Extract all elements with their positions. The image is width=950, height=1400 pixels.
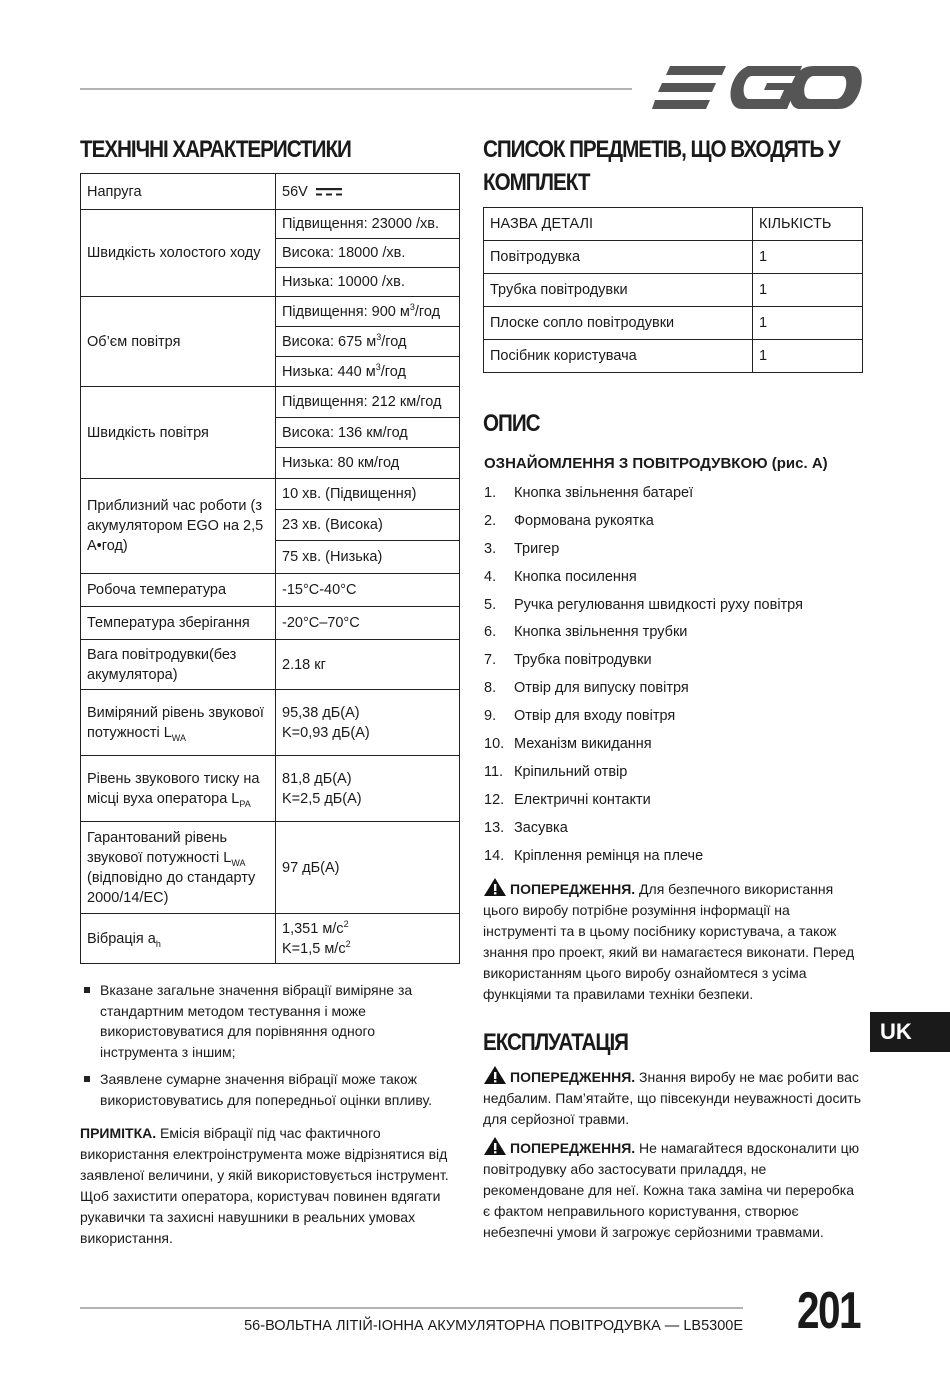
lwa-label: Виміряний рівень звукової потужності $L_{WA}$ [81,690,276,756]
airvol-value-low: Низька: 440 $м^3$/год [276,357,460,387]
packing-table [483,207,863,373]
list-item: 6. Кнопка звільнення трубки [484,624,688,641]
warning-triangle-icon [483,1065,507,1085]
list-item: 11. Кріпильний отвір [484,763,628,780]
optemp-label: Робоча температура [81,574,276,607]
packing-col-qty: КІЛЬКІСТЬ [753,208,863,241]
header-rule [80,88,632,90]
airvol-value-high: Висока: 675 $м^3$/год [276,327,460,357]
airspeed-label: Швидкість повітря [81,387,276,479]
airspeed-value-high: Висока: 136 км/год [276,418,460,448]
list-item: 8. Отвір для випуску повітря [484,680,689,697]
list-item: 12. Електричні контакти [484,791,651,808]
noload-label: Швидкість холостого ходу [81,210,276,297]
list-item: 4. Кнопка посилення [484,568,637,585]
noload-value-low: Низька: 10000 /хв. [276,268,460,297]
specs-title: ТЕХНІЧНІ ХАРАКТЕРИСТИКИ [80,136,351,163]
glwa-label: Гарантований рівень звукової потужності $L_{WA}$ (відповідно до стандарту 2000/14/EC) [81,822,276,914]
weight-label: Вага повітродувки(без акумулятора) [81,640,276,690]
table-row: Трубка повітродувки 1 [484,274,863,307]
airspeed-value-low: Низька: 80 км/год [276,448,460,479]
list-item: Вказане загальне значення вібрації виміряне за стандартним методом тестування і може використовуватися для порівняння одного інструмента з іншим; [80,980,452,1062]
description-warning: ПОПЕРЕДЖЕННЯ. Для безпечного використання цього виробу потрібне розуміння інформації на інструменті та в цьому посібнику користувача, а також знання про проект, який ви намагаєтеся виконати. Перед використанням цього виробу ознайомтеся з усіма функціями та правилами техніки безпеки. [483,877,863,1005]
lwa-value: 95,38 дБ(A) K=0,93 дБ(A) [276,690,460,756]
lpa-label: Рівень звукового тиску на місці вуха оператора $L_{PA}$ [81,756,276,822]
list-item: 1. Кнопка звільнення батареї [484,485,694,501]
description-title: ОПИС [483,410,540,437]
page-number: 201 [797,1282,860,1340]
list-item: 7. Трубка повітродувки [484,652,652,669]
vibration-value: 1,351 $м/с^2$ K=1,5 $м/с^2$ [276,914,460,964]
dc-symbol-icon [316,187,342,197]
specs-table [80,173,460,964]
warning-triangle-icon [483,1136,507,1156]
warning-triangle-icon [483,877,507,897]
vibration-label: Вібрація $a_h$ [81,914,276,964]
airvol-label: Об’єм повітря [81,297,276,387]
packing-title: СПИСОК ПРЕДМЕТІВ, ЩО ВХОДЯТЬ У КОМПЛЕКТ [483,136,840,196]
list-item: 10. Механізм викидання [484,736,652,753]
runtime-label: Приблизний час роботи (з акумулятором EGO на 2,5 А•год) [81,479,276,574]
lpa-value: 81,8 дБ(A) K=2,5 дБ(A) [276,756,460,822]
list-item: 9. Отвір для входу повітря [484,708,676,725]
optemp-value: -15°C-40°C [276,574,460,607]
table-row: Посібник користувача 1 [484,340,863,373]
operation-title: ЕКСПЛУАТАЦІЯ [483,1029,628,1056]
ego-logo [652,62,862,114]
note-label: ПРИМІТКА. [80,1125,157,1141]
list-item: Заявлене сумарне значення вібрації може також використовуватись для попередньої оцінки впливу. [80,1069,452,1110]
language-tab: UK [870,1012,950,1052]
storetemp-label: Температура зберігання [81,607,276,640]
operation-warning-2: ПОПЕРЕДЖЕННЯ. Не намагайтеся вдосконалити цю повітродувку або застосувати приладдя, не рекомендоване для неї. Кожна така заміна чи переробка є фактом неправильного користування, створює небезпечні умови й загрожує серйозними травмами. [483,1136,863,1243]
list-item: 3. Тригер [484,540,560,557]
parts-list [484,480,803,870]
vibration-notes-list [80,980,452,1117]
noload-value-boost: Підвищення: 23000 /хв. [276,210,460,239]
operation-warning-1: ПОПЕРЕДЖЕННЯ. Знання виробу не має робити вас недбалим. Пам’ятайте, що півсекунди неуважності досить для серйозної травми. [483,1065,863,1130]
list-item: 2. Формована рукоятка [484,512,654,529]
note-paragraph: ПРИМІТКА. Емісія вібрації під час фактичного використання електроінструмента може відрізнятися від заявленої величини, у якій використовується інструмент. Щоб захистити оператора, користувач повинен вдягати рукавички та захисні навушники в реальних умовах використання. [80,1125,449,1246]
weight-value: 2.18 кг [276,640,460,690]
voltage-label: Напруга [81,174,276,210]
runtime-value-low: 75 хв. (Низька) [276,541,460,574]
table-row: Плоске сопло повітродувки 1 [484,307,863,340]
airspeed-value-boost: Підвищення: 212 км/год [276,387,460,418]
noload-value-high: Висока: 18000 /хв. [276,239,460,268]
list-item: 5. Ручка регулювання швидкості руху повітря [484,596,803,613]
runtime-value-boost: 10 хв. (Підвищення) [276,479,460,510]
glwa-value: 97 дБ(A) [276,822,460,914]
footer-rule [80,1307,743,1309]
airvol-value-boost: Підвищення: 900 $м^3$/год [276,297,460,327]
description-subtitle: ОЗНАЙОМЛЕННЯ З ПОВІТРОДУВКОЮ (рис. A) [484,455,828,472]
table-row: Повітродувка 1 [484,241,863,274]
list-item: 14. Кріплення ремінця на плече [484,847,704,864]
runtime-value-high: 23 хв. (Висока) [276,510,460,541]
storetemp-value: -20°C–70°C [276,607,460,640]
packing-col-name: НАЗВА ДЕТАЛІ [484,208,753,241]
footer-title: 56-ВОЛЬТНА ЛІТІЙ-ІОННА АКУМУЛЯТОРНА ПОВІТРОДУВКА — LB5300E [244,1318,743,1334]
list-item: 13. Засувка [484,819,568,836]
voltage-value: 56V [276,174,460,210]
